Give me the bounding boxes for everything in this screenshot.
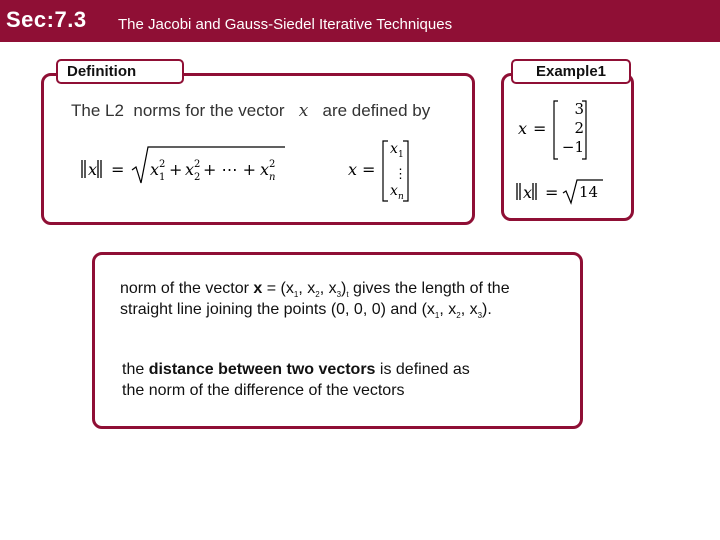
notes-p2-text: straight line joining the points	[120, 301, 327, 318]
example-vector	[518, 99, 598, 161]
example-vector-entry-1: 3	[574, 100, 584, 118]
svg-text:x: x	[348, 160, 358, 179]
example-vector-equals: =	[533, 119, 547, 138]
notes-p2-comma2: , x	[460, 301, 478, 318]
svg-text:2: 2	[194, 159, 201, 170]
definition-label: Definition	[56, 59, 184, 84]
notes-p2-and: and	[390, 301, 418, 318]
example-label: Example1	[511, 59, 631, 84]
l2-norm-formula	[80, 138, 295, 188]
example-norm-value: 14	[579, 183, 599, 201]
svg-text:2: 2	[269, 159, 276, 170]
notes-p2-sub2: 2	[456, 311, 461, 321]
notes-p3-pre: the	[122, 361, 145, 378]
notes-p1-eq: = (x	[266, 280, 294, 297]
svg-text:n: n	[269, 172, 276, 183]
section-number: Sec:7.3	[6, 7, 87, 32]
notes-p1-sub1: 1	[293, 290, 299, 300]
vector-x-definition	[345, 138, 420, 204]
notes-paragraph-2	[120, 299, 492, 326]
notes-p2-close: ).	[482, 301, 492, 318]
notes-p1-close: )	[341, 280, 347, 297]
notes-p1-sub2: 2	[315, 290, 320, 300]
svg-text:x: x	[88, 160, 98, 179]
definition-intro-end: are defined by	[322, 101, 431, 120]
notes-p1-comma1: , x	[298, 280, 316, 297]
svg-text:2: 2	[194, 172, 201, 183]
notes-p3-bold: distance between two vectors	[148, 361, 376, 378]
example-vector-var: x	[518, 119, 528, 138]
notes-p2-sub1: 1	[434, 311, 440, 321]
notes-p2-open: (x	[421, 301, 435, 318]
definition-intro-var: x	[298, 101, 309, 121]
svg-text:x: x	[260, 160, 270, 179]
svg-text:x: x	[390, 141, 398, 157]
notes-p2-origin: (0, 0, 0)	[330, 301, 386, 318]
slide-title: The Jacobi and Gauss-Siedel Iterative Techniques	[118, 16, 453, 33]
svg-text:2: 2	[159, 159, 166, 170]
notes-p1-sub3: 3	[336, 290, 342, 300]
definition-intro-text: norms for the vector	[133, 101, 285, 120]
definition-intro-l2: The L2	[71, 101, 124, 120]
example-norm-symbols	[515, 178, 625, 206]
notes-p1-transpose: t	[346, 290, 349, 300]
notes-paragraph-3	[122, 359, 470, 380]
svg-text:x: x	[150, 160, 160, 179]
example-vector-entries	[558, 100, 584, 157]
svg-text:=: =	[111, 160, 125, 179]
svg-text:⋮: ⋮	[394, 167, 407, 182]
example-vector-entry-2: 2	[574, 119, 584, 137]
notes-p1-text: norm of the vector	[120, 280, 249, 297]
svg-text:=: =	[545, 183, 559, 202]
notes-p2-comma1: , x	[439, 301, 457, 318]
svg-text:x: x	[185, 160, 195, 179]
notes-p3-post: is defined as	[379, 361, 470, 378]
svg-text:x: x	[523, 183, 533, 202]
notes-p1-tail: gives the length of the	[353, 280, 510, 297]
svg-text:n: n	[398, 192, 404, 202]
svg-text:=: =	[362, 160, 376, 179]
notes-p2-sub3: 3	[477, 311, 483, 321]
svg-text:+ ⋯ +: + ⋯ +	[203, 160, 256, 179]
notes-p1-comma2: , x	[319, 280, 337, 297]
example-norm	[515, 178, 625, 206]
notes-paragraph-4: the norm of the difference of the vectors	[122, 382, 405, 399]
definition-intro	[71, 101, 430, 121]
notes-p1-vector: x	[253, 280, 263, 297]
svg-text:+: +	[169, 160, 183, 179]
svg-text:1: 1	[398, 150, 404, 160]
example-vector-entry-3: −1	[561, 138, 584, 156]
svg-text:1: 1	[159, 172, 166, 183]
svg-text:x: x	[390, 183, 398, 199]
slide-header	[0, 0, 720, 42]
